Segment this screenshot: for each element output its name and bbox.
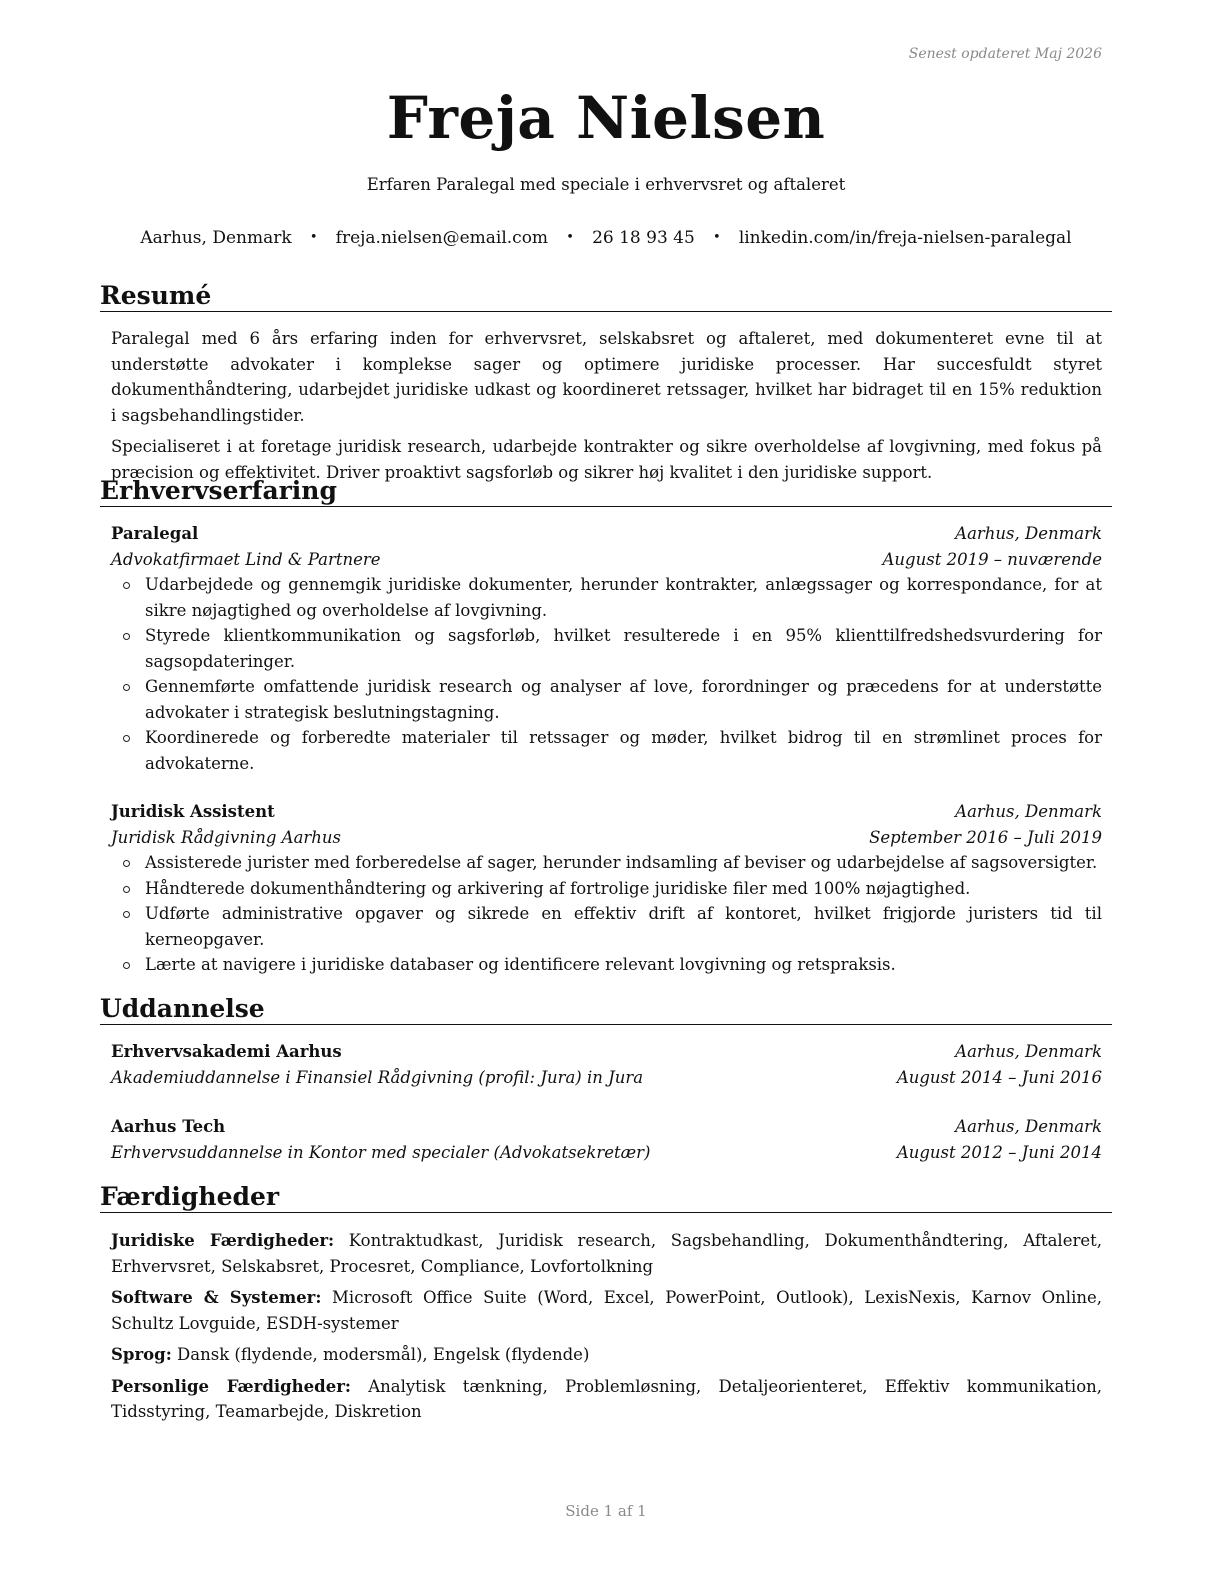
- skill-group: [111, 1374, 1102, 1425]
- summary-block: [111, 326, 1102, 491]
- section-title-experience: Erhvervserfaring: [100, 476, 1112, 507]
- skills-block: [111, 1228, 1102, 1431]
- school-location: Aarhus, Denmark: [955, 1117, 1102, 1136]
- education-entry: [111, 1114, 1102, 1165]
- school-name: Erhvervsakademi Aarhus: [111, 1042, 342, 1061]
- job-role: Juridisk Assistent: [111, 802, 275, 821]
- skill-label: Sprog:: [111, 1345, 172, 1364]
- skill-text: Kontraktudkast, Juridisk research, Sagsbehandling, Dokumenthåndtering, Aftaleret, Erhvervsret, Selskabsret, Procesret, Compliance, Lovfortolkning: [111, 1231, 1102, 1276]
- section-title-education: Uddannelse: [100, 994, 1112, 1025]
- skill-label: Personlige Færdigheder:: [111, 1376, 351, 1396]
- education-entry: [111, 1039, 1102, 1090]
- skill-group: [111, 1342, 1102, 1368]
- list-item: Gennemførte omfattende juridisk research og analyser af love, forordninger og præcedens for at understøtte advokater i strategisk beslutningstagning.: [145, 674, 1102, 725]
- degree-name: Akademiuddannelse i Finansiel Rådgivning (profil: Jura) in Jura: [111, 1067, 644, 1087]
- job-location: Aarhus, Denmark: [955, 802, 1102, 821]
- job-dates: August 2019 – nuværende: [882, 549, 1102, 569]
- skill-text: Analytisk tænkning, Problemløsning, Detaljeorienteret, Effektiv kommunikation, Tidsstyring, Teamarbejde, Diskretion: [111, 1376, 1102, 1421]
- education-dates: August 2012 – Juni 2014: [896, 1142, 1102, 1162]
- job-bullets: [111, 572, 1102, 776]
- list-item: Lærte at navigere i juridiske databaser og identificere relevant lovgivning og retspraksis.: [145, 952, 1102, 978]
- last-updated: Senest opdateret Maj 2026: [908, 46, 1102, 62]
- tagline: Erfaren Paralegal med speciale i erhvervsret og aftaleret: [366, 175, 846, 194]
- skill-text: Microsoft Office Suite (Word, Excel, PowerPoint, Outlook), LexisNexis, Karnov Online, Schultz Lovguide, ESDH-systemer: [111, 1288, 1102, 1333]
- skill-label: Juridiske Færdigheder:: [111, 1231, 335, 1250]
- contact-email[interactable]: freja.nielsen@email.com: [335, 228, 549, 248]
- list-item: Udarbejdede og gennemgik juridiske dokumenter, herunder kontrakter, anlægssager og korrespondance, for at sikre nøjagtighed og overholdelse af lovgivning.: [145, 572, 1102, 623]
- job-dates: September 2016 – Juli 2019: [869, 827, 1102, 847]
- contact-location: Aarhus, Denmark: [140, 228, 292, 248]
- bullet-separator: •: [712, 230, 721, 245]
- skill-label: Software & Systemer:: [111, 1288, 322, 1307]
- bullet-separator: •: [566, 230, 574, 245]
- summary-paragraph: Paralegal med 6 års erfaring inden for erhvervsret, selskabsret og aftaleret, med dokumenteret evne til at understøtte advokater i komplekse sager og optimere juridiske processer. Har succesfuldt styret dokumenthåndtering, udarbejdet juridiske udkast og koordineret retssager, hvilket har bidraget til en 15% reduktion i sagsbehandlingstider.: [111, 329, 1102, 425]
- skill-text: Dansk (flydende, modersmål), Engelsk (flydende): [177, 1345, 590, 1364]
- job-entry: [111, 521, 1102, 776]
- job-entry: [111, 799, 1102, 978]
- resume-page: [100, 0, 1112, 1584]
- job-company: Advokatfirmaet Lind & Partnere: [111, 549, 381, 569]
- summary-paragraph: Specialiseret i at foretage juridisk research, udarbejde kontrakter og sikre overholdelse af lovgivning, med fokus på præcision og effektivitet. Driver proaktivt sagsforløb og sikrer høj kvalitet i den juridiske support.: [111, 437, 1102, 482]
- contact-linkedin[interactable]: linkedin.com/in/freja-nielsen-paralegal: [738, 228, 1072, 248]
- list-item: Udførte administrative opgaver og sikrede en effektiv drift af kontoret, hvilket frigjorde juristers tid til kerneopgaver.: [145, 901, 1102, 952]
- school-location: Aarhus, Denmark: [955, 1042, 1102, 1061]
- job-location: Aarhus, Denmark: [955, 524, 1102, 543]
- contact-line: [100, 228, 1112, 248]
- list-item: Styrede klientkommunikation og sagsforløb, hvilket resulterede i en 95% klienttilfredshedsvurdering for sagsopdateringer.: [145, 623, 1102, 674]
- skill-group: [111, 1285, 1102, 1336]
- job-role: Paralegal: [111, 524, 199, 543]
- bullet-separator: •: [309, 230, 318, 245]
- job-company: Juridisk Rådgivning Aarhus: [111, 827, 342, 847]
- job-bullets: [111, 850, 1102, 978]
- candidate-name: Freja Nielsen: [386, 84, 826, 152]
- list-item: Koordinerede og forberedte materialer til retssager og møder, hvilket bidrog til en strømlinet proces for advokaterne.: [145, 725, 1102, 776]
- skill-group: [111, 1228, 1102, 1279]
- degree-name: Erhvervsuddannelse in Kontor med specialer (Advokatsekretær): [111, 1142, 651, 1162]
- contact-phone: 26 18 93 45: [592, 228, 695, 248]
- school-name: Aarhus Tech: [111, 1117, 226, 1136]
- section-title-summary: Resumé: [100, 281, 1112, 312]
- section-title-skills: Færdigheder: [100, 1182, 1112, 1213]
- education-dates: August 2014 – Juni 2016: [896, 1067, 1102, 1087]
- page-number: Side 1 af 1: [565, 1502, 647, 1520]
- list-item: Håndterede dokumenthåndtering og arkivering af fortrolige juridiske filer med 100% nøjagtighed.: [145, 876, 1102, 902]
- list-item: Assisterede jurister med forberedelse af sager, herunder indsamling af beviser og udarbejdelse af sagsoversigter.: [145, 850, 1102, 876]
